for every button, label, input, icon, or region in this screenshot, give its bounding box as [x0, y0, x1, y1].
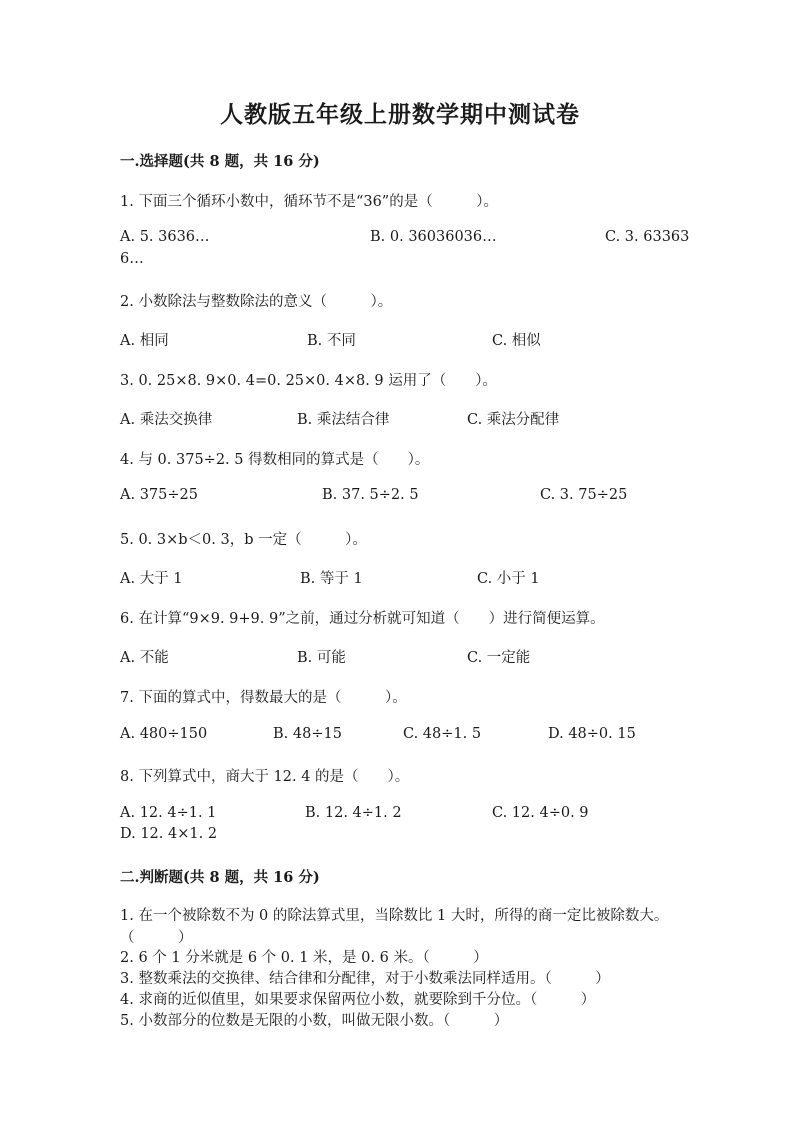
judge-item-5: 5. 小数部分的位数是无限的小数，叫做无限小数。（ ）: [120, 1013, 509, 1029]
option-1c-continued: 6…: [120, 251, 144, 267]
option-6a: A. 不能: [120, 650, 169, 666]
question-1: 1. 下面三个循环小数中，循环节不是“36”的是（ ）。: [120, 194, 498, 210]
question-7: 7. 下面的算式中，得数最大的是（ ）。: [120, 690, 407, 706]
question-8: 8. 下列算式中，商大于 12. 4 的是（ ）。: [120, 769, 410, 785]
question-6: 6. 在计算“9×9. 9+9. 9”之前，通过分析就可知道（ ）进行简便运算。: [120, 611, 605, 627]
option-3a: A. 乘法交换律: [120, 412, 213, 428]
question-2: 2. 小数除法与整数除法的意义（ ）。: [120, 294, 393, 310]
judge-item-4: 4. 求商的近似值里，如果要求保留两位小数，就要除到千分位。（ ）: [120, 992, 596, 1008]
option-2b: B. 不同: [307, 333, 356, 349]
option-8a: A. 12. 4÷1. 1: [120, 805, 217, 821]
option-5a: A. 大于 1: [120, 571, 183, 587]
option-6b: B. 可能: [297, 650, 346, 666]
option-7c: C. 48÷1. 5: [403, 726, 482, 742]
question-4: 4. 与 0. 375÷2. 5 得数相同的算式是（ ）。: [120, 452, 430, 468]
option-8d: D. 12. 4×1. 2: [120, 826, 218, 842]
option-1a: A. 5. 3636…: [120, 229, 210, 245]
option-1c: C. 3. 63363: [605, 229, 690, 245]
option-8c: C. 12. 4÷0. 9: [492, 805, 589, 821]
option-5c: C. 小于 1: [477, 571, 540, 587]
option-2c: C. 相似: [492, 333, 541, 349]
question-5: 5. 0. 3×b＜0. 3，b 一定（ ）。: [120, 532, 367, 548]
option-7b: B. 48÷15: [273, 726, 342, 742]
option-8b: B. 12. 4÷1. 2: [305, 805, 402, 821]
option-7a: A. 480÷150: [120, 726, 208, 742]
judge-item-1: 1. 在一个被除数不为 0 的除法算式里，当除数比 1 大时，所得的商一定比被除数大。（ ）: [120, 908, 669, 946]
judge-item-2: 2. 6 个 1 分米就是 6 个 0. 1 米，是 0. 6 米。（ ）: [120, 950, 488, 966]
option-6c: C. 一定能: [467, 650, 531, 666]
option-4b: B. 37. 5÷2. 5: [322, 487, 419, 503]
option-7d: D. 48÷0. 15: [548, 726, 636, 742]
section-heading-judge: 二.判断题(共 8 题，共 16 分): [120, 869, 320, 886]
judge-item-3: 3. 整数乘法的交换律、结合律和分配律，对于小数乘法同样适用。（ ）: [120, 971, 610, 987]
option-1b: B. 0. 36036036…: [370, 229, 497, 245]
section-heading-choice: 一.选择题(共 8 题，共 16 分): [120, 153, 320, 170]
option-3c: C. 乘法分配律: [467, 412, 560, 428]
option-4a: A. 375÷25: [120, 487, 198, 503]
option-5b: B. 等于 1: [300, 571, 363, 587]
option-2a: A. 相同: [120, 333, 169, 349]
option-4c: C. 3. 75÷25: [540, 487, 628, 503]
question-3: 3. 0. 25×8. 9×0. 4=0. 25×0. 4×8. 9 运用了（ ）。: [120, 373, 498, 389]
option-3b: B. 乘法结合律: [297, 412, 390, 428]
page-title: 人教版五年级上册数学期中测试卷: [220, 101, 580, 128]
